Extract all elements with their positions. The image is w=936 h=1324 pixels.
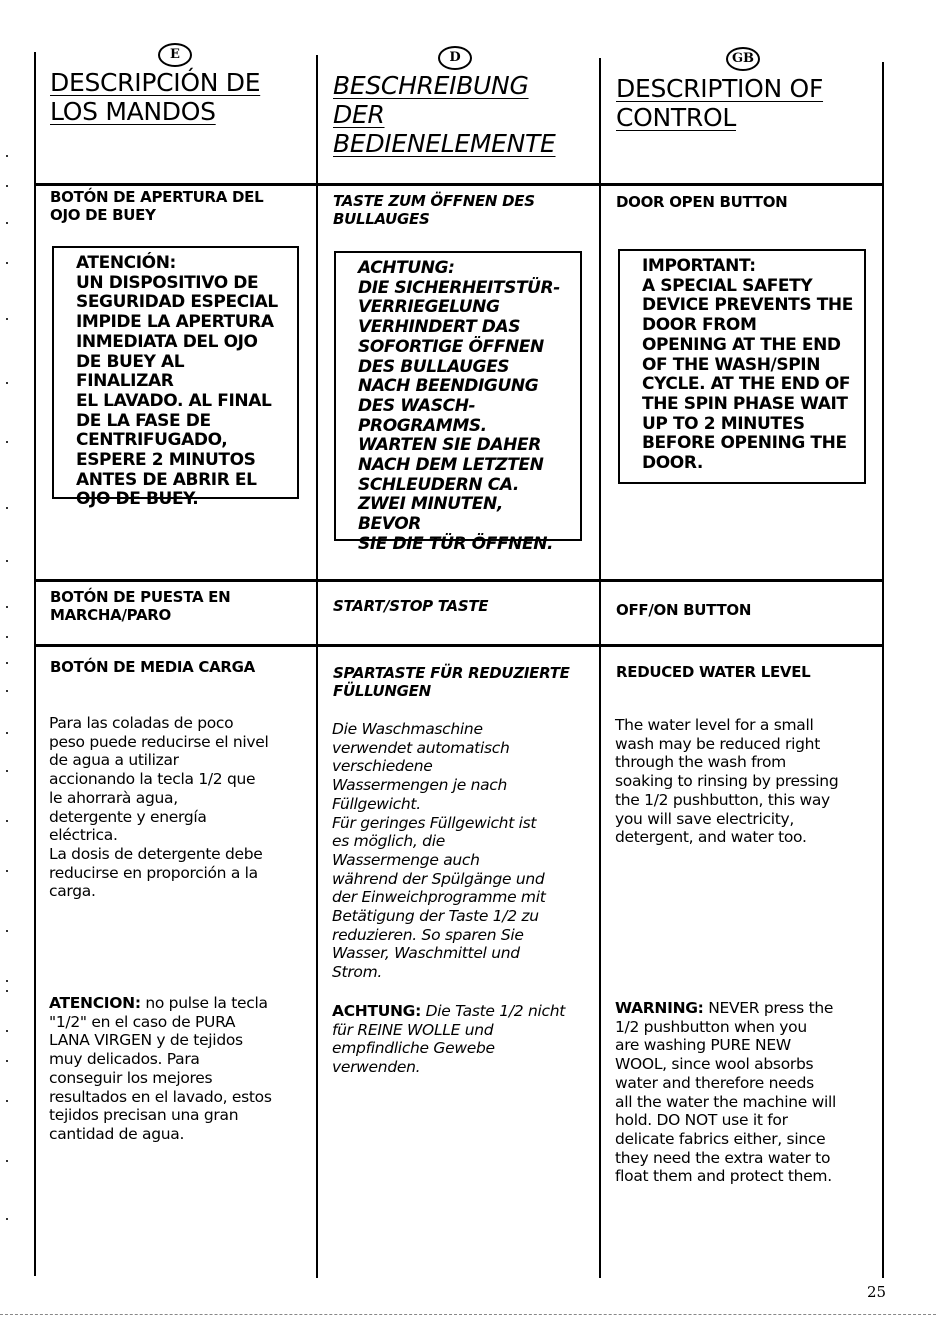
row-divider-header: [34, 183, 884, 186]
onoff-button-heading-gb: OFF/ON BUTTON: [616, 601, 752, 619]
door-button-heading-de: TASTE ZUM ÖFFNEN DES BULLAUGES: [333, 192, 535, 228]
footer-rule: [0, 1314, 936, 1315]
column-divider-middle: [316, 55, 318, 1278]
half-load-text-de: Die Waschmaschine verwendet automatisch verschiedene Wassermengen je nach Füllgewicht. Für geringes Füllgewicht ist es möglich, die Wassermenge auch während der Spülgänge und der Einweichprogramme mit Betätigung der Taste 1/2 zu reduzieren. So sparen Sie Wasser, Waschmittel und Strom.: [332, 720, 546, 982]
door-warning-text-gb: IMPORTANT: A SPECIAL SAFETY DEVICE PREVENTS THE DOOR FROM OPENING AT THE END OF THE WASH/SPIN CYCLE. AT THE END OF THE SPIN PHASE WAIT UP TO 2 MINUTES BEFORE OPENING THE DOOR.: [642, 256, 853, 474]
half-load-heading-gb: REDUCED WATER LEVEL: [616, 663, 811, 681]
column-divider-outer: [882, 62, 884, 1278]
wool-warning-body-de: Die Taste 1/2 nicht für REINE WOLLE und empfindliche Gewebe verwenden.: [332, 1002, 566, 1077]
door-button-heading-gb: DOOR OPEN BUTTON: [616, 193, 788, 211]
title-de: BESCHREIBUNG DER BEDIENELEMENTE: [333, 71, 556, 158]
column-divider-left: [34, 52, 36, 1276]
wool-warning-body-es: no pulse la tecla "1/2" en el caso de PURA LANA VIRGEN y de tejidos muy delicados. Para conseguir los mejores resultados en el lavado, estos tejidos precisan una gran cantidad de agua.: [49, 994, 272, 1143]
door-warning-box-es: [52, 246, 299, 510]
title-es: DESCRIPCIÓN DE LOS MANDOS: [50, 68, 261, 126]
page-number: 25: [867, 1283, 887, 1301]
title-gb: DESCRIPTION OF CONTROL: [616, 74, 824, 132]
language-badge-de: D: [438, 46, 472, 70]
door-warning-box-gb: [618, 249, 866, 484]
half-load-heading-es: BOTÓN DE MEDIA CARGA: [50, 658, 255, 676]
half-load-text-gb: The water level for a small wash may be reduced right through the wash from soaking to rinsing by pressing the 1/2 pushbutton, this way you will save electricity, detergent, and water too.: [615, 716, 839, 847]
onoff-button-heading-de: START/STOP TASTE: [333, 597, 489, 615]
language-badge-gb: GB: [726, 47, 760, 71]
wool-warning-label-es: ATENCION:: [49, 994, 141, 1012]
wool-warning-body-gb: NEVER press the 1/2 pushbutton when you are washing PURE NEW WOOL, since wool absorbs water and therefore needs all the water the machine will hold. DO NOT use it for delicate fabrics either, since they need the extra water to float them and protect them.: [615, 999, 836, 1186]
row-divider-onoff: [34, 579, 884, 582]
onoff-button-heading-es: BOTÓN DE PUESTA EN MARCHA/PARO: [50, 588, 231, 624]
wool-warning-de: [332, 1002, 565, 1077]
wool-warning-es: [49, 994, 272, 1144]
door-warning-box-de: [334, 251, 582, 554]
half-load-text-es: Para las coladas de poco peso puede reducirse el nivel de agua a utilizar accionando la tecla 1/2 que le ahorrarà agua, detergente y energía eléctrica. La dosis de detergente debe reducirse en proporción a la carga.: [49, 714, 269, 901]
wool-warning-label-de: ACHTUNG:: [332, 1002, 421, 1020]
wool-warning-label-gb: WARNING:: [615, 999, 704, 1017]
language-badge-es: E: [158, 43, 192, 67]
half-load-heading-de: SPARTASTE FÜR REDUZIERTE FÜLLUNGEN: [333, 664, 570, 700]
door-button-heading-es: BOTÓN DE APERTURA DEL OJO DE BUEY: [50, 188, 264, 224]
door-warning-text-es: ATENCIÓN: UN DISPOSITIVO DE SEGURIDAD ESPECIAL IMPIDE LA APERTURA INMEDIATA DEL OJO DE BUEY AL FINALIZAR EL LAVADO. AL FINAL DE LA FASE DE CENTRIFUGADO, ESPERE 2 MINUTOS ANTES DE ABRIR EL OJO DE BUEY.: [76, 253, 278, 510]
door-warning-text-de: ACHTUNG: DIE SICHERHEITSTÜR- VERRIEGELUNG VERHINDERT DAS SOFORTIGE ÖFFNEN DES BULLAUGES NACH BEENDIGUNG DES WASCH- PROGRAMMS. WARTEN SIE DAHER NACH DEM LETZTEN SCHLEUDERN CA. ZWEI MINUTEN, BEVOR SIE DIE TÜR ÖFFNEN.: [358, 258, 560, 554]
wool-warning-gb: [615, 999, 836, 1186]
column-divider-right: [599, 58, 601, 1278]
row-divider-halfload: [34, 644, 884, 647]
